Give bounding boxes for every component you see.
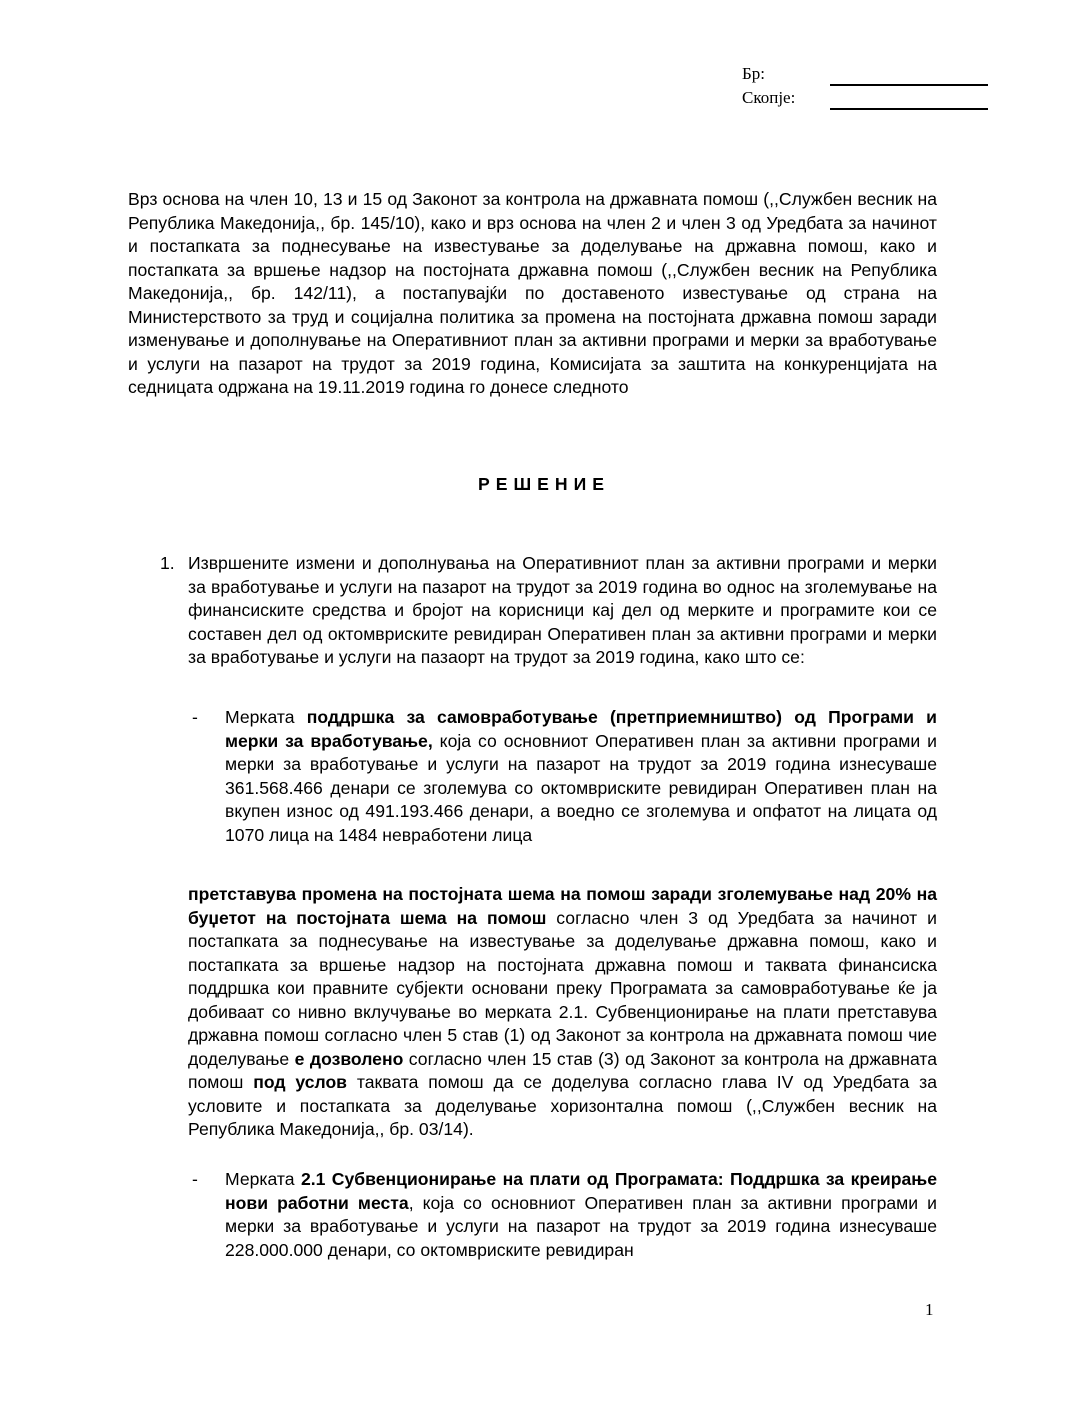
bullet-dash: - <box>192 1169 198 1189</box>
intro-paragraph: Врз основа на член 10, 13 и 15 од Законот за контрола на државната помош (,,Службен весник на Република Македонија,, бр. 145/10), како и врз основа на член 2 и член 3 од Уредбата за начинот и постапката за поднесување на известување за доделување на државна помош, како и постапката за вршење надзор на постојната државна помош (,,Службен весник на Република Македонија,, бр. 142/11), а постапувајќи по доставеното известување од страна на Министерството за труд и социјална политика за промена на постојната државна помош заради изменување и дополнување на Оперативниот план за активни програми и мерки за вработување и услуги на пазарот на трудот за 2019 година, Комисијата за заштита на конкуренцијата на седницата одржана на 19.11.2019 година го донесе следното <box>128 189 937 397</box>
bullet-1-bold-1: поддршка за самовработување (претприемништво) од Програми и мерки за вработување, <box>225 707 937 751</box>
decision-title: РЕШЕНИЕ <box>478 474 610 494</box>
state-aid-paragraph <box>188 883 937 1142</box>
page-number: 1 <box>925 1300 934 1319</box>
bullet-1-paragraph <box>225 706 937 847</box>
bullet-dash: - <box>192 707 198 727</box>
bullet-2-paragraph <box>225 1168 937 1262</box>
para-2-text-3: таквата помош да се доделува согласно глава IV од Уредбата за условите и постапката за доделување хоризонтална помош (,,Службен весник на Република Македонија,, бр. 03/14). <box>188 1072 938 1139</box>
item-1-paragraph: Извршените измени и дополнувања на Оперативниот план за активни програми и мерки за вработување и услуги на пазарот на трудот за 2019 година во однос на зголемување на финансиските средства и бројот на корисници кај дел од мерките и програмите кои се составен дел од октомвриските ревидиран Оперативен план за активни програми и мерки за вработување и услуги на пазаорт на трудот за 2019 година, како што се: <box>188 553 937 667</box>
para-2-bold-2: е дозволено <box>294 1048 404 1069</box>
br-blank-line <box>830 84 988 86</box>
para-2-bold-3: под услов <box>253 1072 348 1092</box>
bullet-1-text-1: Мерката <box>225 707 307 727</box>
bullet-2-text-1: Мерката <box>225 1169 301 1189</box>
item-number: 1. <box>160 553 175 573</box>
para-2-text-1: согласно член 3 од Уредбата за начинот и постапката за поднесување на известување за доделување државна помош, како и постапката за вршење надзор на постојната државна помош и таквата финансиска поддршка кои правните субјекти основани преку Програмата за самовработување ќе ја добиваат со нивно вклучување во мерката 2.1. Субвенционирање на плати претставува државна помош согласно член 5 став (1) од Законот за контрола на државната помош чие доделување <box>188 907 937 1069</box>
para-2-bold-1: претставува промена на постојната шема на помош заради зголемување над 20% на буџетот на постојната шема на помош <box>188 884 937 928</box>
bullet-1-text-2: која со основниот Оперативен план за активни програми и мерки за вработување и услуги на пазарот на трудот за 2019 година изнесуваше 361.568.466 денари се зголемува со октомвриските ревидиран Оперативен план на вкупен износ од 491.193.466 денари, а воедно се зголемува и опфатот на лицата од 1070 лица на 1484 невработени лица <box>225 730 937 845</box>
bullet-2-bold-1: 2.1 Субвенционирање на плати од Програмата: Поддршка за креирање нови работни места <box>225 1169 937 1213</box>
br-label: Бр: <box>742 64 765 83</box>
skopje-label: Скопје: <box>742 88 796 107</box>
para-2-text-2: согласно член 15 став (3) од Законот за контрола на државната помош <box>188 1048 937 1092</box>
bullet-2-text-2: , која со основниот Оперативен план за активни програми и мерки за вработување и услуги на пазарот на трудот за 2019 година изнесуваше 228.000.000 денари, со октомвриските ревидиран <box>225 1192 937 1260</box>
skopje-blank-line <box>830 108 988 110</box>
